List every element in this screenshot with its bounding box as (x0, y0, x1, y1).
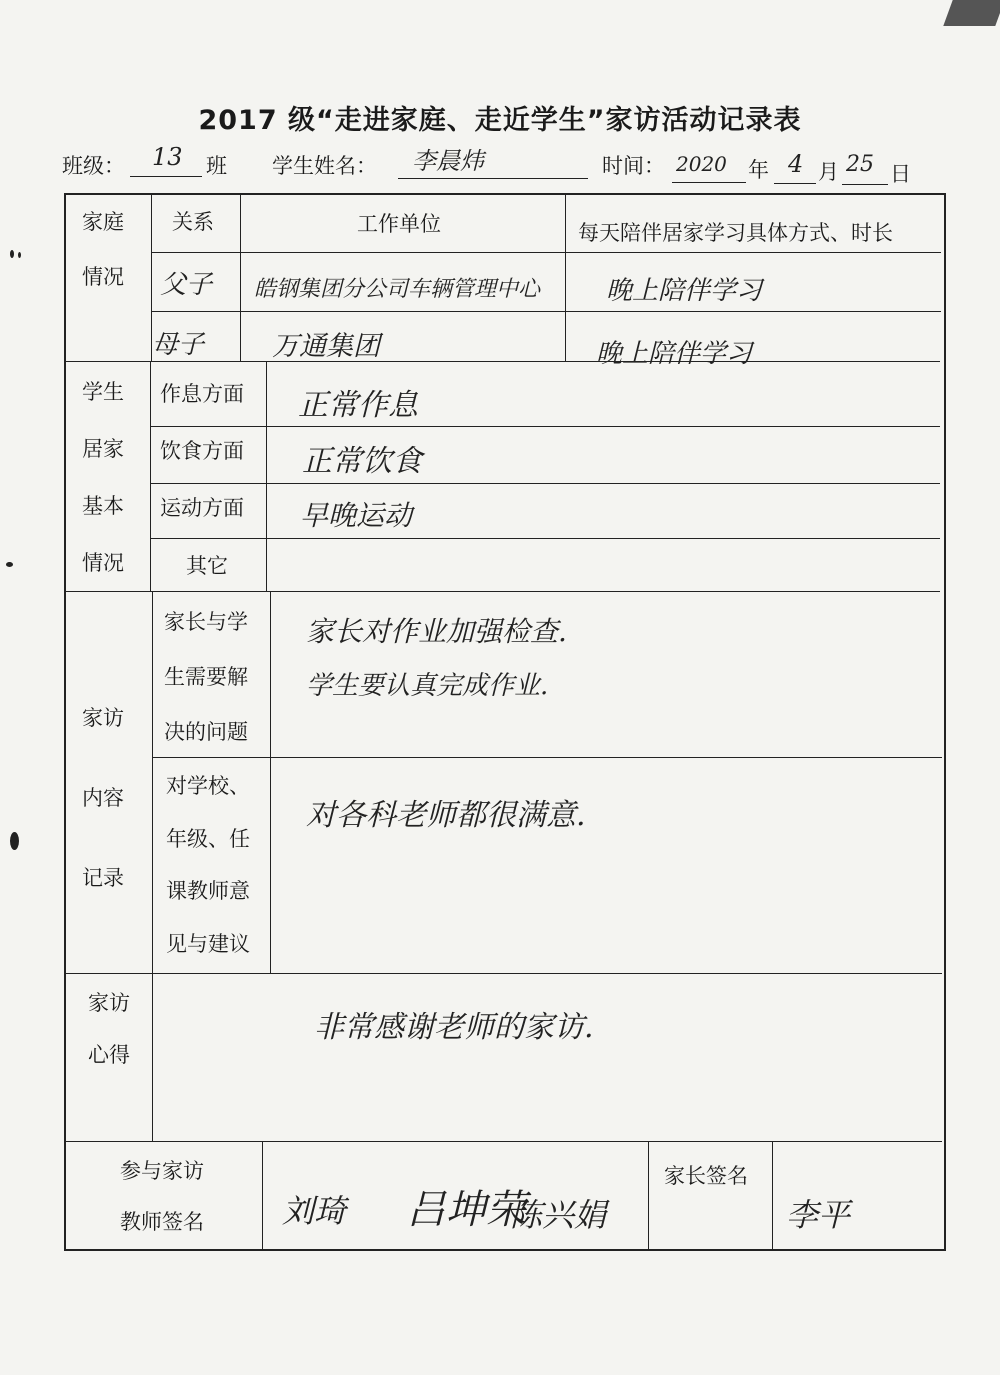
column-header-relation: 关系 (172, 210, 214, 234)
reflection-value: 非常感谢老师的家访. (314, 1010, 594, 1045)
teacher-signature-label-2: 教师签名 (120, 1210, 204, 1234)
column-header-accompany: 每天陪伴居家学习具体方式、时长 (578, 221, 893, 245)
parent-signature-label: 家长签名 (664, 1164, 748, 1188)
day-value: 25 (846, 152, 874, 177)
suggestions-label-4: 见与建议 (166, 932, 250, 956)
teacher-signature-2: 吕坤荣 (406, 1187, 526, 1233)
teacher-signature-1: 刘琦 (282, 1192, 347, 1230)
month-label: 月 (818, 160, 839, 184)
exercise-value: 早晚运动 (300, 499, 413, 532)
father-accompany: 晚上陪伴学习 (606, 276, 763, 306)
problems-label-1: 家长与学 (164, 610, 248, 634)
year-value: 2020 (676, 152, 727, 176)
diet-value: 正常饮食 (302, 444, 422, 479)
home-section-label-1: 学生 (82, 380, 124, 404)
teacher-signature-3: 陈兴娟 (510, 1196, 607, 1234)
time-label: 时间： (602, 154, 665, 178)
visit-section-label-2: 内容 (82, 786, 124, 810)
schedule-value: 正常作息 (298, 388, 418, 423)
family-section-label: 家庭 (82, 210, 124, 234)
parent-signature: 李平 (786, 1196, 851, 1234)
father-relation: 父子 (160, 270, 213, 300)
column-header-work: 工作单位 (357, 212, 441, 236)
student-name-label: 学生姓名： (272, 154, 377, 178)
visit-section-label-1: 家访 (82, 706, 124, 730)
scan-edge-artifact (943, 0, 1000, 26)
problems-value-2: 学生要认真完成作业. (306, 671, 549, 701)
visit-section-label-3: 记录 (82, 866, 124, 890)
other-label: 其它 (186, 554, 228, 578)
class-suffix: 班 (206, 154, 227, 178)
schedule-label: 作息方面 (160, 382, 244, 406)
home-section-label-2: 居家 (82, 437, 124, 461)
class-label: 班级： (62, 154, 125, 178)
problems-value-1: 家长对作业加强检查. (306, 615, 567, 648)
problems-label-3: 决的问题 (164, 720, 248, 744)
reflection-label-1: 家访 (88, 991, 130, 1015)
month-value: 4 (788, 150, 804, 178)
reflection-label-2: 心得 (88, 1043, 130, 1067)
diet-label: 饮食方面 (160, 439, 244, 463)
mother-work: 万通集团 (272, 331, 380, 362)
home-section-label-3: 基本 (82, 494, 124, 518)
mother-accompany: 晚上陪伴学习 (596, 339, 753, 369)
father-work: 皓钢集团分公司车辆管理中心 (254, 277, 541, 302)
year-label: 年 (748, 158, 769, 182)
suggestions-label-1: 对学校、 (166, 774, 250, 798)
suggestions-label-3: 课教师意 (166, 879, 250, 903)
exercise-label: 运动方面 (160, 496, 244, 520)
class-value: 13 (152, 143, 183, 171)
mother-relation: 母子 (152, 330, 205, 360)
teacher-signature-label-1: 参与家访 (120, 1159, 204, 1183)
problems-label-2: 生需要解 (164, 665, 248, 689)
student-name-value: 李晨炜 (412, 147, 484, 175)
form-title: 2017 级“走进家庭、走近学生”家访活动记录表 (198, 105, 802, 136)
family-section-label-2: 情况 (82, 265, 124, 289)
day-label: 日 (890, 162, 911, 186)
home-section-label-4: 情况 (82, 551, 124, 575)
suggestions-label-2: 年级、任 (166, 827, 250, 851)
suggestions-value: 对各科老师都很满意. (306, 798, 586, 833)
